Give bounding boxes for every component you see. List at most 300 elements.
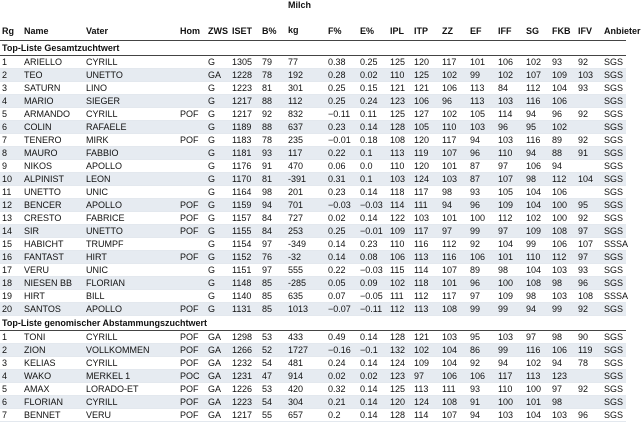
cell-milch: 420 bbox=[286, 383, 326, 396]
cell-zws: G bbox=[206, 173, 230, 186]
cell-vater: RAFAELE bbox=[84, 121, 178, 134]
cell-milch: 433 bbox=[286, 331, 326, 344]
cell-sg: 112 bbox=[524, 82, 550, 95]
cell-name: COLIN bbox=[22, 121, 84, 134]
cell-iset: 1148 bbox=[230, 277, 260, 290]
cell-iff: 112 bbox=[496, 212, 524, 225]
cell-fp: 0.28 bbox=[326, 69, 358, 82]
cell-zz: 106 bbox=[440, 82, 468, 95]
cell-vater: CYRILL bbox=[84, 331, 178, 344]
cell-ipl: 123 bbox=[388, 370, 412, 383]
cell-bp: 54 bbox=[260, 396, 286, 409]
cell-ipl: 120 bbox=[388, 396, 412, 409]
cell-rg: 12 bbox=[0, 199, 22, 212]
cell-iset: 1154 bbox=[230, 238, 260, 251]
cell-ep: 0.15 bbox=[358, 82, 388, 95]
cell-name: CRESTO bbox=[22, 212, 84, 225]
cell-name: HIRT bbox=[22, 290, 84, 303]
cell-milch: 304 bbox=[286, 396, 326, 409]
cell-iset: 1223 bbox=[230, 396, 260, 409]
cell-iset: 1183 bbox=[230, 134, 260, 147]
cell-fkb: 106 bbox=[550, 95, 576, 108]
cell-ep: 0.14 bbox=[358, 331, 388, 344]
cell-iff: 103 bbox=[496, 95, 524, 108]
cell-sg: 95 bbox=[524, 121, 550, 134]
cell-iff: 110 bbox=[496, 147, 524, 160]
cell-rg: 6 bbox=[0, 121, 22, 134]
cell-name: NIKOS bbox=[22, 160, 84, 173]
cell-iff: 109 bbox=[496, 199, 524, 212]
cell-rg: 1 bbox=[0, 331, 22, 344]
cell-ep: 0.09 bbox=[358, 277, 388, 290]
cell-iset: 1189 bbox=[230, 121, 260, 134]
cell-zz: 106 bbox=[440, 370, 468, 383]
cell-fp: 0.22 bbox=[326, 147, 358, 160]
cell-ef: 93 bbox=[468, 383, 496, 396]
cell-bp: 76 bbox=[260, 251, 286, 264]
cell-rg: 13 bbox=[0, 212, 22, 225]
cell-ipl: 115 bbox=[388, 264, 412, 277]
cell-itp: 113 bbox=[412, 383, 440, 396]
cell-ef: 96 bbox=[468, 277, 496, 290]
cell-hom bbox=[178, 160, 206, 173]
cell-iset: 1217 bbox=[230, 95, 260, 108]
cell-sg: 109 bbox=[524, 225, 550, 238]
section-title: Top-Liste Gesamtzuchtwert bbox=[0, 41, 626, 56]
cell-ef: 87 bbox=[468, 160, 496, 173]
cell-zz: 101 bbox=[440, 212, 468, 225]
section-header bbox=[0, 41, 626, 56]
cell-rg: 5 bbox=[0, 108, 22, 121]
cell-fp: 0.2 bbox=[326, 409, 358, 422]
cell-anbieter: SGS bbox=[602, 409, 626, 422]
cell-ipl: 122 bbox=[388, 212, 412, 225]
table-row bbox=[0, 238, 626, 251]
cell-ef: 94 bbox=[468, 134, 496, 147]
cell-iff: 101 bbox=[496, 251, 524, 264]
cell-vater: CYRILL bbox=[84, 108, 178, 121]
table-row bbox=[0, 173, 626, 186]
cell-rg: 2 bbox=[0, 344, 22, 357]
cell-zws: GA bbox=[206, 409, 230, 422]
cell-fp: −0.07 bbox=[326, 303, 358, 316]
cell-iff: 100 bbox=[496, 396, 524, 409]
cell-ef: 91 bbox=[468, 396, 496, 409]
cell-bp: 53 bbox=[260, 331, 286, 344]
cell-ef: 106 bbox=[468, 370, 496, 383]
cell-rg: 4 bbox=[0, 370, 22, 383]
cell-itp: 121 bbox=[412, 331, 440, 344]
cell-zz: 117 bbox=[440, 134, 468, 147]
cell-ipl: 125 bbox=[388, 383, 412, 396]
cell-name: KELIAS bbox=[22, 357, 84, 370]
cell-zws: GA bbox=[206, 357, 230, 370]
cell-milch: 555 bbox=[286, 264, 326, 277]
cell-hom: POF bbox=[178, 199, 206, 212]
cell-ef: 106 bbox=[468, 251, 496, 264]
header-vater: Vater bbox=[84, 0, 178, 41]
cell-ep: 0.1 bbox=[358, 147, 388, 160]
cell-rg: 17 bbox=[0, 264, 22, 277]
cell-zz: 94 bbox=[440, 199, 468, 212]
cell-ifv: 96 bbox=[576, 409, 602, 422]
cell-milch: -349 bbox=[286, 238, 326, 251]
cell-bp: 88 bbox=[260, 121, 286, 134]
cell-ifv bbox=[576, 396, 602, 409]
cell-sg: 116 bbox=[524, 134, 550, 147]
cell-zws: G bbox=[206, 95, 230, 108]
cell-iff: 110 bbox=[496, 383, 524, 396]
cell-zz: 112 bbox=[440, 238, 468, 251]
table-row bbox=[0, 56, 626, 69]
cell-iff: 99 bbox=[496, 344, 524, 357]
section-title: Top-Liste genomischer Abstammungszuchtwert bbox=[0, 316, 626, 331]
cell-ep: −0.01 bbox=[358, 225, 388, 238]
cell-iff: 96 bbox=[496, 121, 524, 134]
header-ep: E% bbox=[358, 0, 388, 41]
cell-ifv: 78 bbox=[576, 357, 602, 370]
cell-milch: -391 bbox=[286, 173, 326, 186]
cell-ep: 0.08 bbox=[358, 251, 388, 264]
cell-bp: 78 bbox=[260, 134, 286, 147]
cell-zz: 117 bbox=[440, 56, 468, 69]
cell-fp: 0.02 bbox=[326, 370, 358, 383]
cell-name: FANTAST bbox=[22, 251, 84, 264]
cell-rg: 14 bbox=[0, 225, 22, 238]
cell-milch: 727 bbox=[286, 212, 326, 225]
cell-anbieter: SGS bbox=[602, 396, 626, 409]
cell-ifv: 92 bbox=[576, 303, 602, 316]
cell-ipl: 102 bbox=[388, 277, 412, 290]
cell-ef: 99 bbox=[468, 69, 496, 82]
cell-ep: 0.14 bbox=[358, 186, 388, 199]
cell-itp: 103 bbox=[412, 212, 440, 225]
cell-iff: 102 bbox=[496, 69, 524, 82]
cell-itp: 112 bbox=[412, 290, 440, 303]
cell-ef: 89 bbox=[468, 264, 496, 277]
cell-sg: 98 bbox=[524, 173, 550, 186]
cell-ef: 97 bbox=[468, 290, 496, 303]
cell-rg: 7 bbox=[0, 134, 22, 147]
cell-zws: G bbox=[206, 56, 230, 69]
cell-rg: 4 bbox=[0, 95, 22, 108]
cell-sg: 98 bbox=[524, 290, 550, 303]
cell-fp: −0.03 bbox=[326, 199, 358, 212]
cell-vater: UNETTO bbox=[84, 225, 178, 238]
cell-ef: 87 bbox=[468, 173, 496, 186]
cell-fkb: 108 bbox=[550, 225, 576, 238]
cell-fkb: 96 bbox=[550, 108, 576, 121]
cell-sg: 107 bbox=[524, 69, 550, 82]
cell-name: ARIELLO bbox=[22, 56, 84, 69]
cell-ifv bbox=[576, 186, 602, 199]
cell-anbieter: SGS bbox=[602, 69, 626, 82]
cell-bp: 55 bbox=[260, 409, 286, 422]
cell-ef: 96 bbox=[468, 147, 496, 160]
cell-iset: 1232 bbox=[230, 357, 260, 370]
cell-itp: 117 bbox=[412, 225, 440, 238]
cell-itp: 119 bbox=[412, 147, 440, 160]
cell-vater: BILL bbox=[84, 290, 178, 303]
cell-vater: APOLLO bbox=[84, 303, 178, 316]
cell-fp: 0.06 bbox=[326, 160, 358, 173]
cell-iset: 1305 bbox=[230, 56, 260, 69]
cell-milch: 192 bbox=[286, 69, 326, 82]
cell-bp: 85 bbox=[260, 277, 286, 290]
cell-zws: GA bbox=[206, 396, 230, 409]
cell-fp: 0.25 bbox=[326, 95, 358, 108]
cell-milch: 201 bbox=[286, 186, 326, 199]
cell-name: MAURO bbox=[22, 147, 84, 160]
cell-anbieter: SGS bbox=[602, 95, 626, 108]
cell-ifv: 96 bbox=[576, 277, 602, 290]
cell-ep: −0.1 bbox=[358, 344, 388, 357]
cell-ep: 0.0 bbox=[358, 160, 388, 173]
cell-ifv: 91 bbox=[576, 147, 602, 160]
cell-zws: G bbox=[206, 82, 230, 95]
cell-anbieter: SGS bbox=[602, 134, 626, 147]
cell-ep: 0.02 bbox=[358, 69, 388, 82]
cell-sg: 102 bbox=[524, 357, 550, 370]
cell-rg: 2 bbox=[0, 69, 22, 82]
cell-zws: G bbox=[206, 160, 230, 173]
cell-fp: −0.01 bbox=[326, 134, 358, 147]
cell-fkb: 103 bbox=[550, 409, 576, 422]
cell-zws: G bbox=[206, 238, 230, 251]
cell-milch: -32 bbox=[286, 251, 326, 264]
cell-bp: 85 bbox=[260, 303, 286, 316]
cell-vater: APOLLO bbox=[84, 199, 178, 212]
cell-sg: 94 bbox=[524, 147, 550, 160]
cell-ef: 99 bbox=[468, 303, 496, 316]
cell-ipl: 128 bbox=[388, 121, 412, 134]
table-row bbox=[0, 95, 626, 108]
cell-ipl: 103 bbox=[388, 173, 412, 186]
cell-itp: 111 bbox=[412, 199, 440, 212]
cell-hom bbox=[178, 173, 206, 186]
cell-rg: 9 bbox=[0, 160, 22, 173]
cell-fp: 0.23 bbox=[326, 121, 358, 134]
cell-fkb: 94 bbox=[550, 160, 576, 173]
table-row bbox=[0, 409, 626, 422]
cell-ifv: 92 bbox=[576, 108, 602, 121]
cell-vater: VERU bbox=[84, 409, 178, 422]
cell-vater: FLORIAN bbox=[84, 277, 178, 290]
cell-vater: FABBIO bbox=[84, 147, 178, 160]
cell-anbieter: SSSA bbox=[604, 291, 629, 301]
table-row bbox=[0, 303, 626, 316]
cell-fp: −0.16 bbox=[326, 344, 358, 357]
cell-bp: 85 bbox=[260, 290, 286, 303]
cell-ep: 0.14 bbox=[358, 212, 388, 225]
cell-vater: SIEGER bbox=[84, 95, 178, 108]
header-fp: F% bbox=[326, 0, 358, 41]
cell-itp: 120 bbox=[412, 160, 440, 173]
cell-name: BENCER bbox=[22, 199, 84, 212]
cell-name: TENERO bbox=[22, 134, 84, 147]
cell-fkb: 99 bbox=[550, 303, 576, 316]
cell-ep: −0.03 bbox=[358, 264, 388, 277]
cell-anbieter: SGS bbox=[602, 173, 626, 186]
cell-fp: 0.21 bbox=[326, 396, 358, 409]
cell-anbieter: SGS bbox=[602, 370, 626, 383]
cell-rg: 19 bbox=[0, 290, 22, 303]
cell-iff: 97 bbox=[496, 225, 524, 238]
cell-ipl: 124 bbox=[388, 357, 412, 370]
cell-ipl: 108 bbox=[388, 134, 412, 147]
cell-fp: 0.07 bbox=[326, 290, 358, 303]
header-iff: IFF bbox=[496, 0, 524, 41]
cell-vater: MIRK bbox=[84, 134, 178, 147]
cell-itp: 109 bbox=[412, 357, 440, 370]
cell-fp: 0.22 bbox=[326, 264, 358, 277]
cell-vater: CYRILL bbox=[84, 56, 178, 69]
cell-ipl: 125 bbox=[388, 108, 412, 121]
cell-ef: 92 bbox=[468, 238, 496, 251]
cell-bp: 92 bbox=[260, 108, 286, 121]
cell-iset: 1298 bbox=[230, 331, 260, 344]
cell-anbieter: SGS bbox=[602, 357, 626, 370]
cell-ep: 0.14 bbox=[358, 409, 388, 422]
cell-bp: 97 bbox=[260, 238, 286, 251]
cell-sg: 99 bbox=[524, 238, 550, 251]
cell-bp: 54 bbox=[260, 357, 286, 370]
cell-fp: 0.31 bbox=[326, 173, 358, 186]
cell-zws: GA bbox=[206, 370, 230, 383]
cell-zws: GA bbox=[206, 69, 230, 82]
cell-milch: 832 bbox=[286, 108, 326, 121]
cell-zz: 103 bbox=[440, 331, 468, 344]
cell-ep: 0.23 bbox=[358, 238, 388, 251]
cell-ifv: 92 bbox=[576, 134, 602, 147]
cell-milch: 112 bbox=[286, 95, 326, 108]
cell-ef: 93 bbox=[468, 186, 496, 199]
cell-fkb: 106 bbox=[550, 344, 576, 357]
cell-rg: 20 bbox=[0, 303, 22, 316]
cell-sg: 97 bbox=[524, 331, 550, 344]
cell-iff: 98 bbox=[496, 264, 524, 277]
cell-fp: 0.14 bbox=[326, 238, 358, 251]
cell-anbieter: SGS bbox=[602, 121, 626, 134]
cell-bp: 81 bbox=[260, 173, 286, 186]
cell-zz: 110 bbox=[440, 121, 468, 134]
cell-vater: FABRICE bbox=[84, 212, 178, 225]
cell-bp: 88 bbox=[260, 95, 286, 108]
cell-ifv bbox=[576, 370, 602, 383]
cell-ep: 0.14 bbox=[358, 121, 388, 134]
cell-ipl: 128 bbox=[388, 409, 412, 422]
cell-name: ARMANDO bbox=[22, 108, 84, 121]
cell-iset: 1170 bbox=[230, 173, 260, 186]
cell-fkb: 93 bbox=[550, 56, 576, 69]
cell-sg: 116 bbox=[524, 344, 550, 357]
cell-iff: 107 bbox=[496, 173, 524, 186]
cell-hom: POF bbox=[178, 331, 206, 344]
cell-iset: 1157 bbox=[230, 212, 260, 225]
cell-bp: 98 bbox=[260, 186, 286, 199]
cell-hom: POC bbox=[178, 370, 206, 383]
cell-fkb: 88 bbox=[550, 147, 576, 160]
cell-vater: CYRILL bbox=[84, 357, 178, 370]
table-row bbox=[0, 147, 626, 160]
cell-hom bbox=[178, 69, 206, 82]
cell-zz: 103 bbox=[440, 173, 468, 186]
cell-bp: 84 bbox=[260, 212, 286, 225]
cell-itp: 114 bbox=[412, 264, 440, 277]
cell-ef: 105 bbox=[468, 108, 496, 121]
cell-sg: 94 bbox=[524, 303, 550, 316]
cell-hom bbox=[178, 186, 206, 199]
cell-bp: 53 bbox=[260, 383, 286, 396]
cell-zz: 98 bbox=[440, 186, 468, 199]
cell-ef: 86 bbox=[468, 344, 496, 357]
cell-bp: 84 bbox=[260, 225, 286, 238]
cell-fp: 0.14 bbox=[326, 251, 358, 264]
cell-zz: 107 bbox=[440, 264, 468, 277]
cell-anbieter: SGS bbox=[602, 108, 626, 121]
table-row bbox=[0, 121, 626, 134]
cell-hom bbox=[178, 277, 206, 290]
cell-sg: 94 bbox=[524, 108, 550, 121]
cell-rg: 3 bbox=[0, 82, 22, 95]
cell-ef: 103 bbox=[468, 121, 496, 134]
header-iset: ISET bbox=[230, 0, 260, 41]
cell-bp: 52 bbox=[260, 344, 286, 357]
table-row bbox=[0, 212, 626, 225]
table-row bbox=[0, 199, 626, 212]
table-row bbox=[0, 290, 626, 303]
cell-ep: 0.18 bbox=[358, 134, 388, 147]
cell-iset: 1151 bbox=[230, 264, 260, 277]
cell-ifv: 92 bbox=[576, 56, 602, 69]
cell-rg: 11 bbox=[0, 186, 22, 199]
cell-milch: 637 bbox=[286, 121, 326, 134]
cell-iset: 1152 bbox=[230, 251, 260, 264]
cell-fkb: 106 bbox=[550, 238, 576, 251]
cell-vater: MERKEL 1 bbox=[84, 370, 178, 383]
cell-iset: 1226 bbox=[230, 383, 260, 396]
cell-vater: HIRT bbox=[84, 251, 178, 264]
cell-bp: 94 bbox=[260, 199, 286, 212]
cell-ipl: 111 bbox=[388, 290, 412, 303]
cell-iff: 103 bbox=[496, 331, 524, 344]
cell-sg: 104 bbox=[524, 264, 550, 277]
cell-iset: 1164 bbox=[230, 186, 260, 199]
cell-hom: POF bbox=[178, 225, 206, 238]
cell-name: BENNET bbox=[22, 409, 84, 422]
cell-fp: 0.25 bbox=[326, 225, 358, 238]
cell-anbieter: SGS bbox=[602, 147, 626, 160]
cell-sg: 116 bbox=[524, 95, 550, 108]
cell-milch: 470 bbox=[286, 160, 326, 173]
cell-iff: 97 bbox=[496, 160, 524, 173]
cell-hom bbox=[178, 121, 206, 134]
cell-ipl: 132 bbox=[388, 344, 412, 357]
cell-fkb: 97 bbox=[550, 383, 576, 396]
cell-iset: 1223 bbox=[230, 82, 260, 95]
cell-fkb: 102 bbox=[550, 121, 576, 134]
cell-hom: POF bbox=[178, 409, 206, 422]
cell-ipl: 128 bbox=[388, 331, 412, 344]
cell-hom: POF bbox=[178, 344, 206, 357]
cell-bp: 79 bbox=[260, 56, 286, 69]
cell-fkb: 89 bbox=[550, 134, 576, 147]
cell-bp: 93 bbox=[260, 147, 286, 160]
cell-hom: POF bbox=[178, 303, 206, 316]
cell-vater: VOLLKOMMEN bbox=[84, 344, 178, 357]
cell-milch: 914 bbox=[286, 370, 326, 383]
cell-name: FLORIAN bbox=[22, 396, 84, 409]
